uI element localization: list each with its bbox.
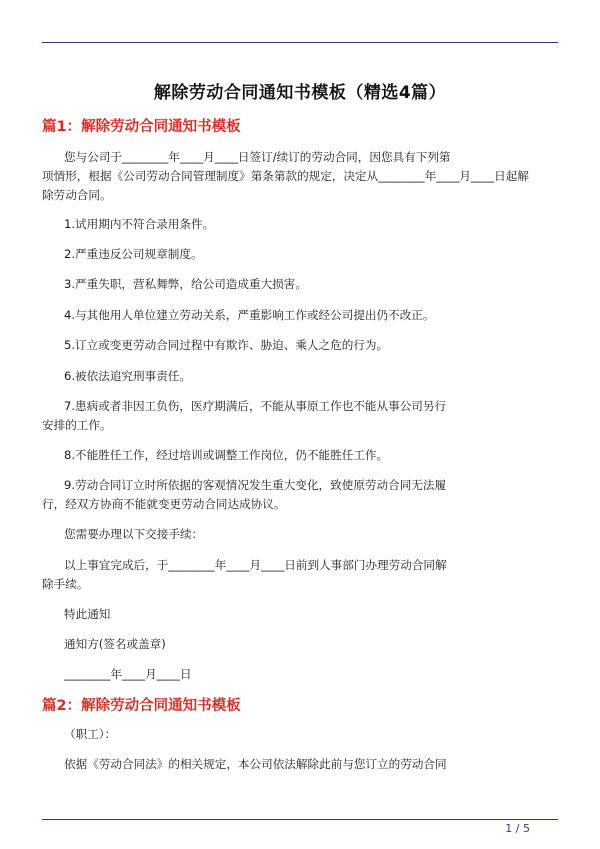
list-item-4: 4.与其他用人单位建立劳动关系，严重影响工作或经公司提出仍不改正。 [64,308,435,322]
section2-body-line-1: 依据《劳动合同法》的相关规定，本公司依法解除此前与您订立的劳动合同 [64,757,447,771]
header-rule [42,42,558,43]
handover-text: 您需要办理以下交接手续： [64,527,204,541]
section2-heading: 篇2：解除劳动合同通知书模板 [42,698,241,714]
intro-line-1: 您与公司于________年____月____日签订/续订的劳动合同，因您具有下列第 [64,150,451,164]
footer-rule [42,819,558,820]
list-item-7-cont: 安排的工作。 [42,418,112,432]
list-item-6: 6.被依法追究刑事责任。 [64,369,191,383]
page-number: 1 / 5 [505,822,530,835]
list-item-3: 3.严重失职，营私舞弊，给公司造成重大损害。 [64,277,307,291]
list-item-8: 8.不能胜任工作，经过培训或调整工作岗位，仍不能胜任工作。 [64,448,389,462]
list-item-9-cont: 行，经双方协商不能就变更劳动合同达成协议。 [42,497,286,511]
intro-line-2: 项情形，根据《公司劳动合同管理制度》第条第款的规定，决定从________年____月____日起解 [42,169,529,183]
document-title: 解除劳动合同通知书模板（精选4篇） [153,83,447,103]
notice-text: 特此通知 [64,607,111,621]
list-item-9: 9.劳动合同订立时所依据的客观情况发生重大变化，致使原劳动合同无法履 [64,478,447,492]
completion-line-1: 以上事宜完成后，于________年____月____日前到人事部门办理劳动合同解 [64,558,447,572]
section1-heading: 篇1：解除劳动合同通知书模板 [42,119,241,135]
list-item-5: 5.订立或变更劳动合同过程中有欺诈、胁迫、乘人之危的行为。 [64,338,389,352]
list-item-7: 7.患病或者非因工负伤，医疗期满后，不能从事原工作也不能从事公司另行 [64,399,447,413]
notifier-text: 通知方(签名或盖章) [64,637,166,651]
list-item-1: 1.试用期内不符合录用条件。 [64,217,215,231]
addressee-text: （职工）： [64,727,117,741]
date-text: ________年____月____日 [64,667,192,681]
intro-line-3: 除劳动合同。 [42,188,112,202]
completion-line-2: 除手续。 [42,577,89,591]
list-item-2: 2.严重违反公司规章制度。 [64,247,203,261]
